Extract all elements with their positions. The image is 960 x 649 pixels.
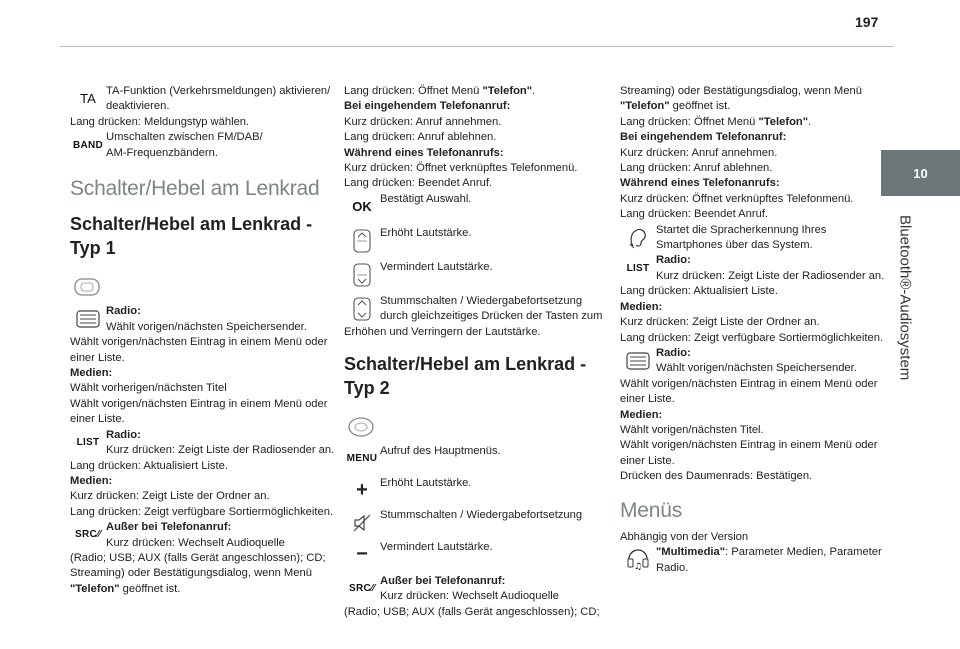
- minus-icon: −: [356, 543, 368, 566]
- voice-entry: Startet die Spracherkennung Ihres Smartphones über das System.: [620, 223, 876, 254]
- src-entry-type2: SRC ⁄⁄ Außer bei Telefonanruf: Kurz drücken: Wechselt Audioquelle: [344, 574, 594, 605]
- steering-controls-type2-icon: [344, 410, 594, 444]
- list-entry-type2: LIST Radio: Kurz drücken: Zeigt Liste der Radiosender an.: [620, 253, 876, 284]
- wheel-entry-type2: Radio: Wählt vorigen/nächsten Speichersender.: [620, 346, 876, 377]
- wheel-entry-type1: Radio: Wählt vorigen/nächsten Speichersender.: [70, 304, 326, 335]
- multimedia-entry: ♫ "Multimedia": Parameter Medien, Parameter Radio.: [620, 545, 876, 576]
- src-icon: SRC ⁄⁄: [349, 583, 375, 595]
- section-title-steering-controls: Schalter/Hebel am Lenkrad: [70, 177, 320, 201]
- chapter-title: Bluetooth®-Audiosystem: [896, 215, 914, 381]
- section-title-menus: Menüs: [620, 498, 683, 522]
- band-icon: BAND: [72, 139, 104, 151]
- chapter-title-vertical: [894, 215, 916, 395]
- mute2-entry: Stummschalten / Wiedergabefortsetzung: [344, 508, 594, 538]
- src-entry-type1: SRC ⁄⁄ Außer bei Telefonanruf: Kurz drücken: Wechselt Audioquelle: [70, 520, 326, 551]
- ta-icon: TA: [80, 91, 96, 107]
- speaker-mute-icon: [344, 508, 380, 538]
- column-2: Lang drücken: Öffnet Menü "Telefon". Bei eingehendem Telefonanruf: Kurz drücken: Anruf annehmen. Lang drücken: Anruf ablehnen. Während eines Telefonanrufs: Kurz drücken: Öffnet verknüpftes Telefonmenü. Lang drücken: Beendet Anruf. OK Bestätigt Auswahl. Erhöht Lautstärke. Vermindert Lautstärke. Stummschalten / Wiedergabefortsetzung durch gleichzeitiges Drücken der Tasten zum Erhöhen und Verringern der Lautstärke. Schalter/Hebel am Lenkrad - Typ 2 MENU Aufruf des Hauptmenüs. + Erhöht Lautstärke. Stummschalten / Wiedergabefortsetzung − Vermindert Lautstärke. SRC ⁄⁄ Außer bei Telefonanruf: Kurz drücken: Wechselt Audioquelle (Radio; USB; AUX (falls Gerät angeschlossen); CD;: [344, 85, 603, 618]
- thumbwheel-icon: [620, 346, 656, 376]
- menu-icon: MENU: [346, 453, 378, 465]
- thumbwheel-icon: [70, 304, 106, 334]
- mute-entry: Stummschalten / Wiedergabefortsetzung durch gleichzeitiges Drücken der Tasten zum: [344, 294, 594, 325]
- page-number: 197: [855, 14, 879, 30]
- multimedia-icon: [620, 545, 656, 575]
- list-entry-type1: LIST Radio: Kurz drücken: Zeigt Liste der Radiosender an.: [70, 428, 326, 459]
- volume-up-entry: Erhöht Lautstärke.: [344, 226, 594, 256]
- column-3: Streaming) oder Bestätigungsdialog, wenn Menü "Telefon" geöffnet ist. Lang drücken: Öffnet Menü "Telefon". Bei eingehendem Telefonanruf: Kurz drücken: Anruf annehmen. Lang drücken: Anruf ablehnen. Während eines Telefonanrufs: Kurz drücken: Öffnet verknüpftes Telefonmenü. Lang drücken: Beendet Anruf. Startet die Spracherkennung Ihres Smartphones über das System. LIST Radio: Kurz drücken: Zeigt Liste der Radiosender an. Lang drücken: Aktualisiert Liste. Medien: Kurz drücken: Zeigt Liste der Ordner an. Lang drücken: Zeigt verfügbare Sortiermöglichkeiten. Radio: Wählt vorigen/nächsten Speichersender. Wählt vorigen/nächsten Eintrag in einem Menü oder einer Liste. Medien: Wählt vorigen/nächsten Titel. Wählt vorigen/nächsten Eintrag in einem Menü oder einer Liste. Drücken des Daumenrads: Bestätigen. Menüs Abhängig von der Version ♫ "Multimedia": Parameter Medien, Parameter Radio.: [620, 84, 876, 576]
- src-icon: SRC ⁄⁄: [75, 529, 101, 541]
- volume-down-entry: Vermindert Lautstärke.: [344, 260, 594, 290]
- ok-icon: OK: [352, 199, 372, 215]
- list-icon: LIST: [626, 262, 650, 274]
- ok-entry: OK Bestätigt Auswahl.: [344, 192, 594, 222]
- mute-rocker-icon: [344, 294, 380, 324]
- steering-controls-type1-icon: [70, 270, 326, 304]
- column-1: TA TA-Funktion (Verkehrsmeldungen) aktivieren/ deaktivieren. Lang drücken: Meldungstyp wählen. BAND Umschalten zwischen FM/DAB/ AM-Frequenzbändern. Schalter/Hebel am Lenkrad Schalter/Hebel am Lenkrad - Typ 1 Radio: Wählt vorigen/nächsten Speichersender. Wählt vorigen/nächsten Eintrag in einem Menü oder einer Liste. Medien: Wählt vorherigen/nächsten Titel Wählt vorigen/nächsten Eintrag in einem Menü oder einer Liste. LIST Radio: Kurz drücken: Zeigt Liste der Radiosender an. Lang drücken: Aktualisiert Liste. Medien: Kurz drücken: Zeigt Liste der Ordner an. Lang drücken: Zeigt verfügbare Sortiermöglichkeiten. SRC ⁄⁄ Außer bei Telefonanruf: Kurz drücken: Wechselt Audioquelle (Radio; USB; AUX (falls Gerät angeschlossen); CD; Streaming) oder Bestätigungsdialog, wenn Menü "Telefon" geöffnet ist.: [70, 85, 335, 595]
- ta-long-press: Lang drücken: Meldungstyp wählen.: [70, 115, 250, 128]
- band-entry: BAND Umschalten zwischen FM/DAB/ AM-Frequenzbändern.: [70, 130, 326, 161]
- plus-entry: + Erhöht Lautstärke.: [344, 476, 594, 506]
- voice-recognition-icon: [620, 223, 656, 253]
- subsection-title-type1: Schalter/Hebel am Lenkrad - Typ 1: [70, 214, 313, 259]
- chapter-tab: 10: [881, 150, 960, 196]
- menu-entry: MENU Aufruf des Hauptmenüs.: [344, 444, 594, 474]
- volume-up-rocker-icon: [344, 226, 380, 256]
- plus-icon: +: [356, 479, 368, 502]
- subsection-title-type2: Schalter/Hebel am Lenkrad - Typ 2: [344, 354, 587, 399]
- svg-text:♫: ♫: [634, 562, 643, 573]
- list-icon: LIST: [76, 436, 100, 448]
- header-rule: [60, 46, 894, 47]
- minus-entry: − Vermindert Lautstärke.: [344, 540, 594, 570]
- volume-down-rocker-icon: [344, 260, 380, 290]
- ta-entry: TA TA-Funktion (Verkehrsmeldungen) aktivieren/ deaktivieren.: [70, 84, 326, 115]
